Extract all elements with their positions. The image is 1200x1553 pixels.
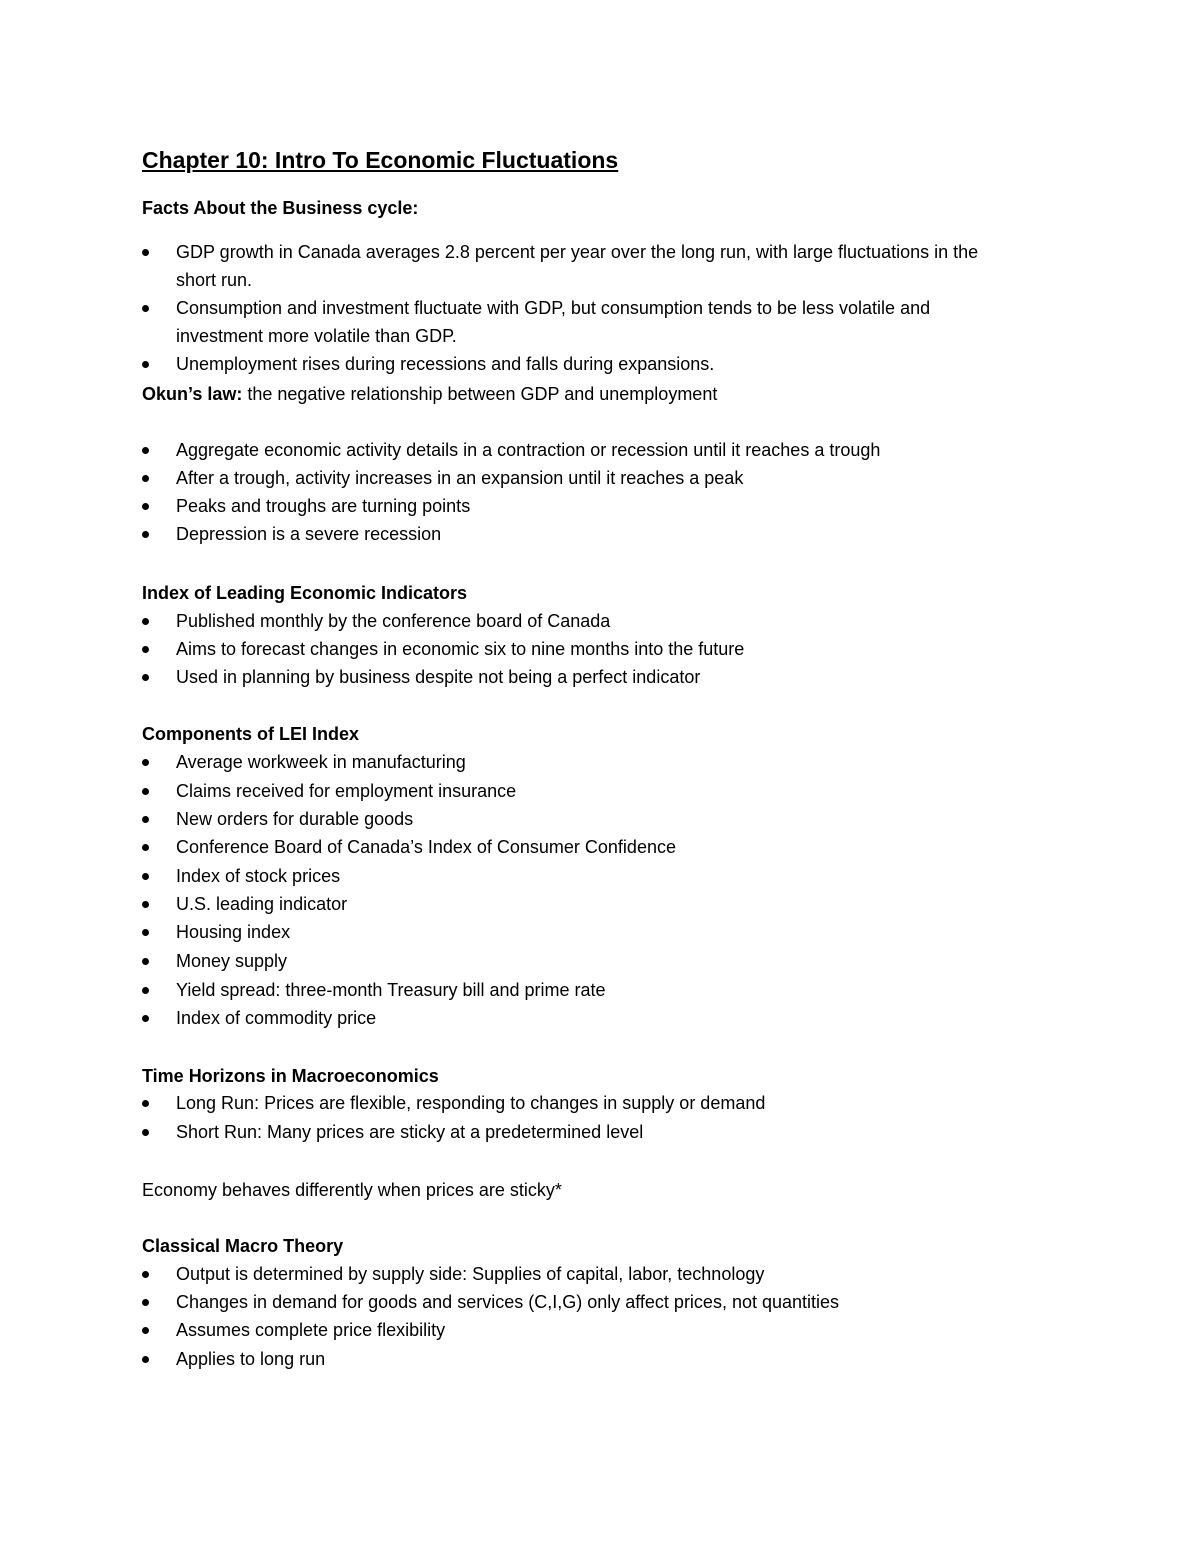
bullet-icon: [142, 1299, 149, 1306]
list-item: Claims received for employment insurance: [176, 781, 517, 801]
bullet-icon: [142, 1015, 149, 1022]
list-item: Long Run: Prices are flexible, responding to changes in supply or demand: [176, 1093, 766, 1113]
list-item: Consumption and investment fluctuate with GDP, but consumption tends to be less volatile and: [176, 298, 931, 318]
page-title: Chapter 10: Intro To Economic Fluctuations: [142, 147, 619, 173]
list-item: Used in planning by business despite not being a perfect indicator: [176, 667, 701, 687]
list-item: Assumes complete price flexibility: [176, 1320, 446, 1340]
bullet-icon: [142, 1271, 149, 1278]
list-item: Housing index: [176, 922, 291, 942]
list-item: New orders for durable goods: [176, 809, 414, 829]
list-item: U.S. leading indicator: [176, 894, 348, 914]
bullet-icon: [142, 447, 149, 454]
section-heading-components: Components of LEI Index: [142, 724, 360, 744]
bullet-icon: [142, 249, 149, 256]
bullet-icon: [142, 475, 149, 482]
bullet-icon: [142, 759, 149, 766]
okun-law-line: [142, 382, 717, 406]
list-item: Average workweek in manufacturing: [176, 752, 466, 772]
list-item: Yield spread: three-month Treasury bill and prime rate: [176, 980, 606, 1000]
list-item: Aims to forecast changes in economic six to nine months into the future: [176, 639, 745, 659]
bullet-icon: [142, 503, 149, 510]
list-item: Unemployment rises during recessions and falls during expansions.: [176, 354, 715, 374]
list-item: Index of commodity price: [176, 1008, 377, 1028]
sticky-prices-note: Economy behaves differently when prices are sticky*: [142, 1180, 562, 1200]
bullet-icon: [142, 958, 149, 965]
list-item: Applies to long run: [176, 1349, 326, 1369]
section-heading-horizons: Time Horizons in Macroeconomics: [142, 1066, 439, 1086]
list-item: Depression is a severe recession: [176, 524, 442, 544]
bullet-icon: [142, 531, 149, 538]
bullet-icon: [142, 646, 149, 653]
list-item: Changes in demand for goods and services (C,I,G) only affect prices, not quantities: [176, 1292, 840, 1312]
bullet-icon: [142, 1356, 149, 1363]
list-item: Conference Board of Canada’s Index of Consumer Confidence: [176, 837, 676, 857]
bullet-icon: [142, 674, 149, 681]
bullet-icon: [142, 1129, 149, 1136]
list-item: Index of stock prices: [176, 866, 341, 886]
bullet-icon: [142, 873, 149, 880]
bullet-icon: [142, 618, 149, 625]
section-heading-facts: Facts About the Business cycle:: [142, 198, 419, 218]
list-item: Peaks and troughs are turning points: [176, 496, 471, 516]
bullet-icon: [142, 1100, 149, 1107]
list-item-continuation: investment more volatile than GDP.: [176, 326, 457, 346]
bullet-icon: [142, 929, 149, 936]
section-heading-lei: Index of Leading Economic Indicators: [142, 583, 468, 603]
bullet-icon: [142, 305, 149, 312]
bullet-icon: [142, 987, 149, 994]
list-item: Aggregate economic activity details in a contraction or recession until it reaches a trough: [176, 440, 881, 460]
okun-law-definition: the negative relationship between GDP and unemployment: [242, 384, 718, 404]
bullet-icon: [142, 844, 149, 851]
okun-law-term: Okun’s law:: [142, 384, 243, 404]
list-item: Short Run: Many prices are sticky at a predetermined level: [176, 1122, 644, 1142]
list-item: GDP growth in Canada averages 2.8 percent per year over the long run, with large fluctuations in the: [176, 242, 979, 262]
bullet-icon: [142, 816, 149, 823]
section-heading-classical: Classical Macro Theory: [142, 1236, 344, 1256]
list-item-continuation: short run.: [176, 270, 253, 290]
list-item: Output is determined by supply side: Supplies of capital, labor, technology: [176, 1264, 765, 1284]
bullet-icon: [142, 788, 149, 795]
bullet-icon: [142, 361, 149, 368]
list-item: Money supply: [176, 951, 288, 971]
list-item: Published monthly by the conference board of Canada: [176, 611, 611, 631]
bullet-icon: [142, 1327, 149, 1334]
bullet-icon: [142, 901, 149, 908]
list-item: After a trough, activity increases in an expansion until it reaches a peak: [176, 468, 744, 488]
